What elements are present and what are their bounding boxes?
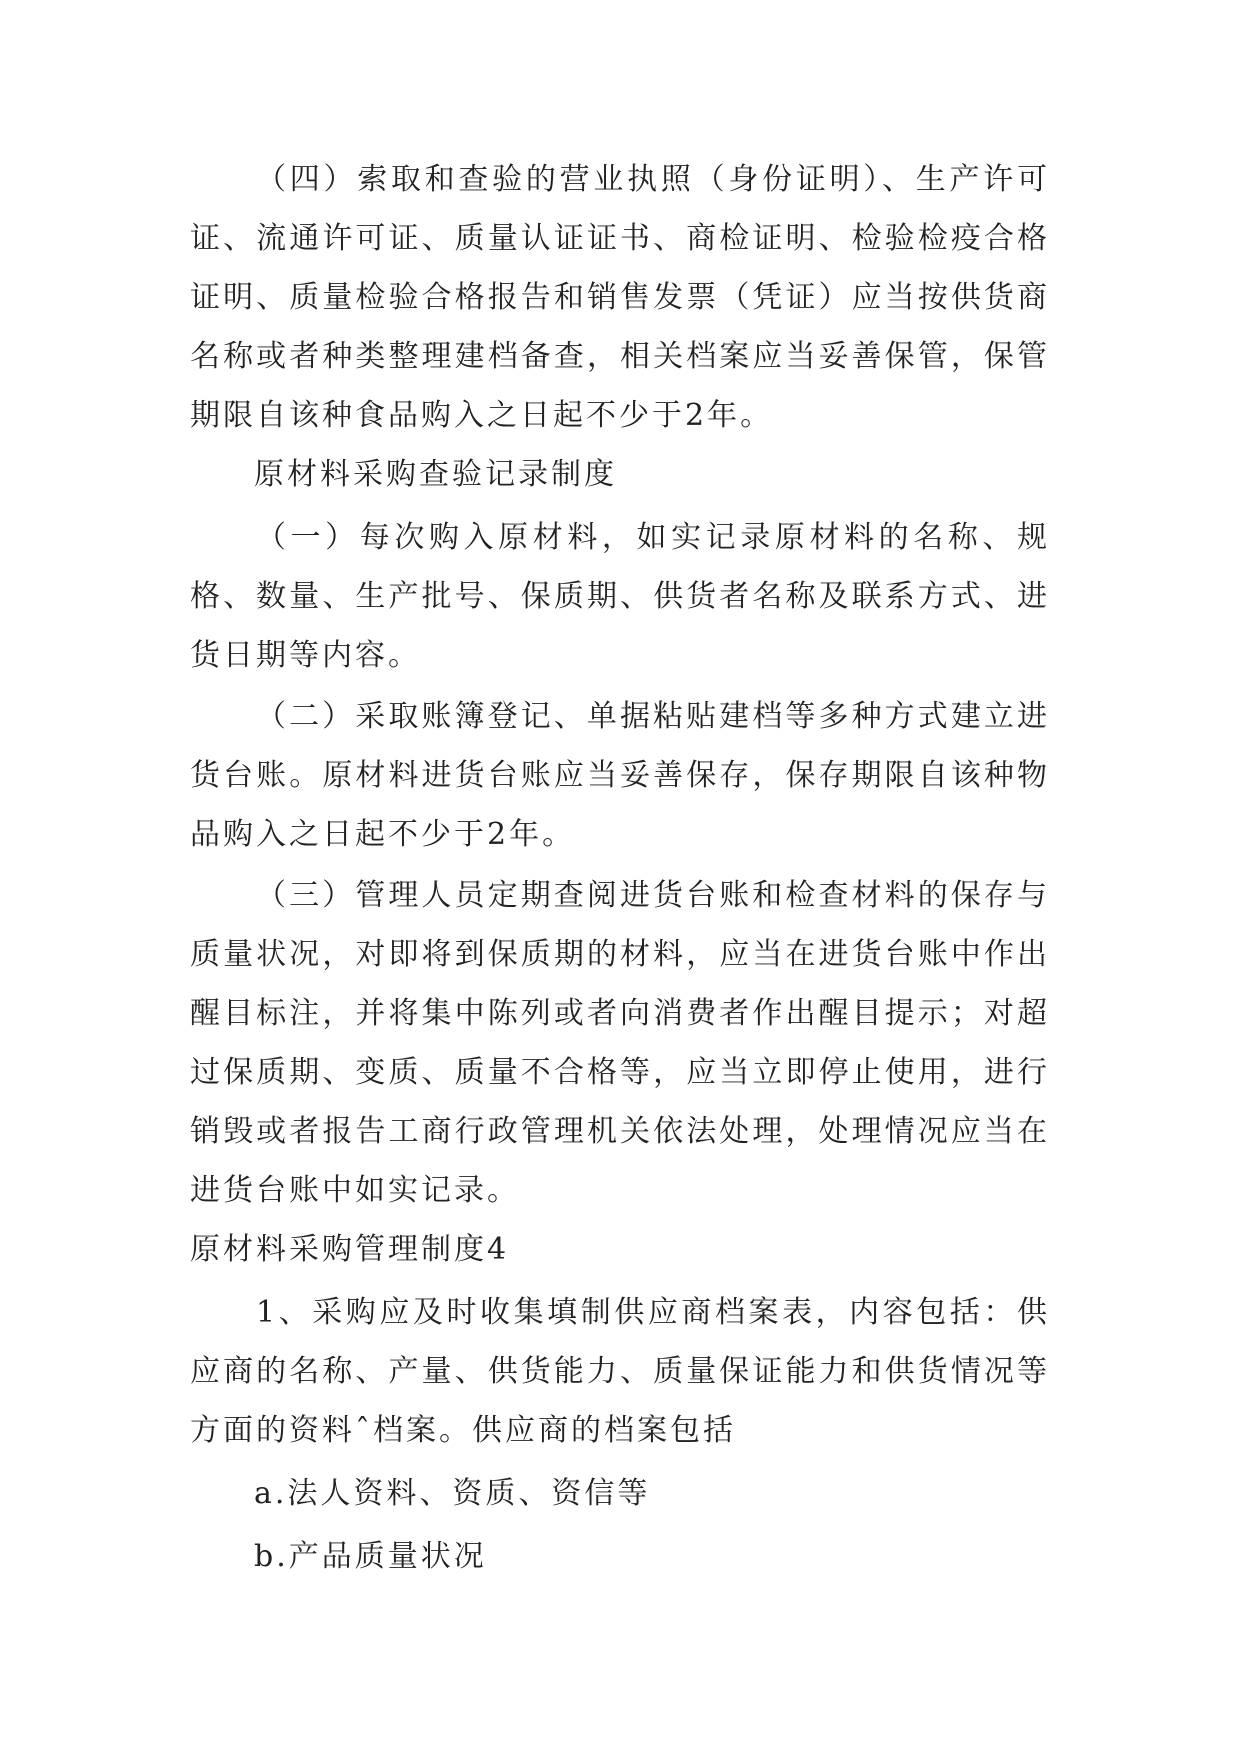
list-item-legal-person: a.法人资料、资质、资信等 [254, 1476, 651, 1511]
section-heading-procurement-management: 原材料采购管理制度4 [190, 1232, 510, 1267]
list-item-product-quality: b.产品质量状况 [254, 1539, 487, 1574]
paragraph-ledger-review: （三）管理人员定期查阅进货台账和检查材料的保存与质量状况，对即将到保质期的材料，应当在进货台账中作出醒目标注，并将集中陈列或者向消费者作出醒目提示；对超过保质期、变质、质量不合格等，应当立即停止使用，进行销毁或者报告工商行政管理机关依法处理，处理情况应当在进货台账中如实记录。 [190, 878, 1050, 1208]
paragraph-supplier-archive: 1、采购应及时收集填制供应商档案表，内容包括：供应商的名称、产量、供货能力、质量保证能力和供货情况等方面的资料ˆ档案。供应商的档案包括 [190, 1295, 1050, 1448]
paragraph-purchase-ledger: （二）采取账簿登记、单据粘贴建档等多种方式建立进货台账。原材料进货台账应当妥善保存，保存期限自该种物品购入之日起不少于2年。 [190, 699, 1050, 852]
section-heading-inspection-record: 原材料采购查验记录制度 [254, 457, 617, 492]
paragraph-archive-retention: （四）索取和查验的营业执照（身份证明）、生产许可证、流通许可证、质量认证证书、商检证明、检验检疫合格证明、质量检验合格报告和销售发票（凭证）应当按供货商名称或者种类整理建档备查，相关档案应当妥善保管，保管期限自该种食品购入之日起不少于2年。 [190, 162, 1050, 433]
paragraph-record-purchases: （一）每次购入原材料，如实记录原材料的名称、规格、数量、生产批号、保质期、供货者名称及联系方式、进货日期等内容。 [190, 520, 1050, 673]
document-body [190, 150, 1050, 1586]
